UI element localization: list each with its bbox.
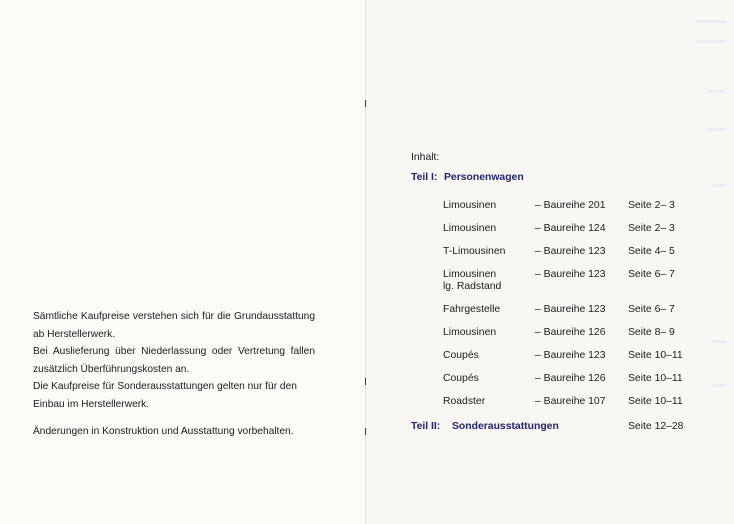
toc-entry — [443, 269, 711, 304]
page-range: Seite 6– 7 — [628, 269, 675, 280]
price-note: Bei Auslieferung über Niederlassung oder Vertretung fallen zusätzlich Überführungskosten an. — [33, 346, 315, 375]
toc-entry — [443, 373, 711, 396]
model-name-line1: Limousinen — [443, 269, 497, 280]
part2-title: Sonderausstattungen — [452, 421, 559, 432]
page-range: Seite 6– 7 — [628, 304, 675, 315]
part2-label: Teil II: — [411, 421, 441, 432]
table-of-contents — [411, 152, 711, 433]
page-range: Seite 10–11 — [628, 350, 683, 361]
model-name: Limousinen — [443, 223, 497, 234]
model-name: Fahrgestelle — [443, 304, 501, 315]
toc-entry — [443, 200, 711, 223]
toc-entry — [443, 327, 711, 350]
model-name: Coupés — [443, 373, 479, 384]
toc-entry — [443, 396, 711, 419]
series-name: – Baureihe 126 — [535, 373, 606, 384]
toc-entry — [443, 304, 711, 327]
page-range: Seite 10–11 — [628, 373, 683, 384]
series-name: – Baureihe 201 — [535, 200, 606, 211]
series-name: – Baureihe 107 — [535, 396, 606, 407]
series-name: – Baureihe 123 — [535, 246, 606, 257]
model-name: T-Limousinen — [443, 246, 506, 257]
disclaimer: Änderungen in Konstruktion und Ausstattung vorbehalten. — [33, 426, 294, 437]
model-name — [443, 269, 535, 304]
part2-page-range: Seite 12–28 — [628, 421, 684, 432]
part1-label: Teil I: — [411, 172, 438, 183]
price-notes — [33, 308, 315, 441]
model-name: Limousinen — [443, 200, 497, 211]
page-range: Seite 2– 3 — [628, 223, 675, 234]
series-name: – Baureihe 126 — [535, 327, 606, 338]
toc-entry — [443, 223, 711, 246]
page-range: Seite 8– 9 — [628, 327, 675, 338]
price-note: Sämtliche Kaufpreise verstehen sich für die Grundausstattung ab Herstellerwerk. — [33, 311, 315, 340]
series-name: – Baureihe 124 — [535, 223, 606, 234]
series-name: – Baureihe 123 — [535, 269, 606, 280]
part1-heading — [411, 172, 711, 200]
part2-heading — [411, 421, 711, 433]
part1-entries — [443, 200, 711, 419]
series-name: – Baureihe 123 — [535, 304, 606, 315]
model-name: Roadster — [443, 396, 486, 407]
series-name: – Baureihe 123 — [535, 350, 606, 361]
toc-entry — [443, 350, 711, 373]
toc-entry — [443, 246, 711, 269]
page-range: Seite 10–11 — [628, 396, 683, 407]
model-name-line2: lg. Radstand — [443, 281, 502, 292]
price-note: Die Kaufpreise für Sonderausstattungen gelten nur für den Einbau im Herstellerwerk. — [33, 381, 297, 410]
left-page — [0, 0, 366, 524]
part1-title: Personenwagen — [444, 172, 524, 183]
page-range: Seite 4– 5 — [628, 246, 675, 257]
model-name: Coupés — [443, 350, 479, 361]
toc-heading: Inhalt: — [411, 152, 440, 163]
page-range: Seite 2– 3 — [628, 200, 675, 211]
model-name: Limousinen — [443, 327, 497, 338]
